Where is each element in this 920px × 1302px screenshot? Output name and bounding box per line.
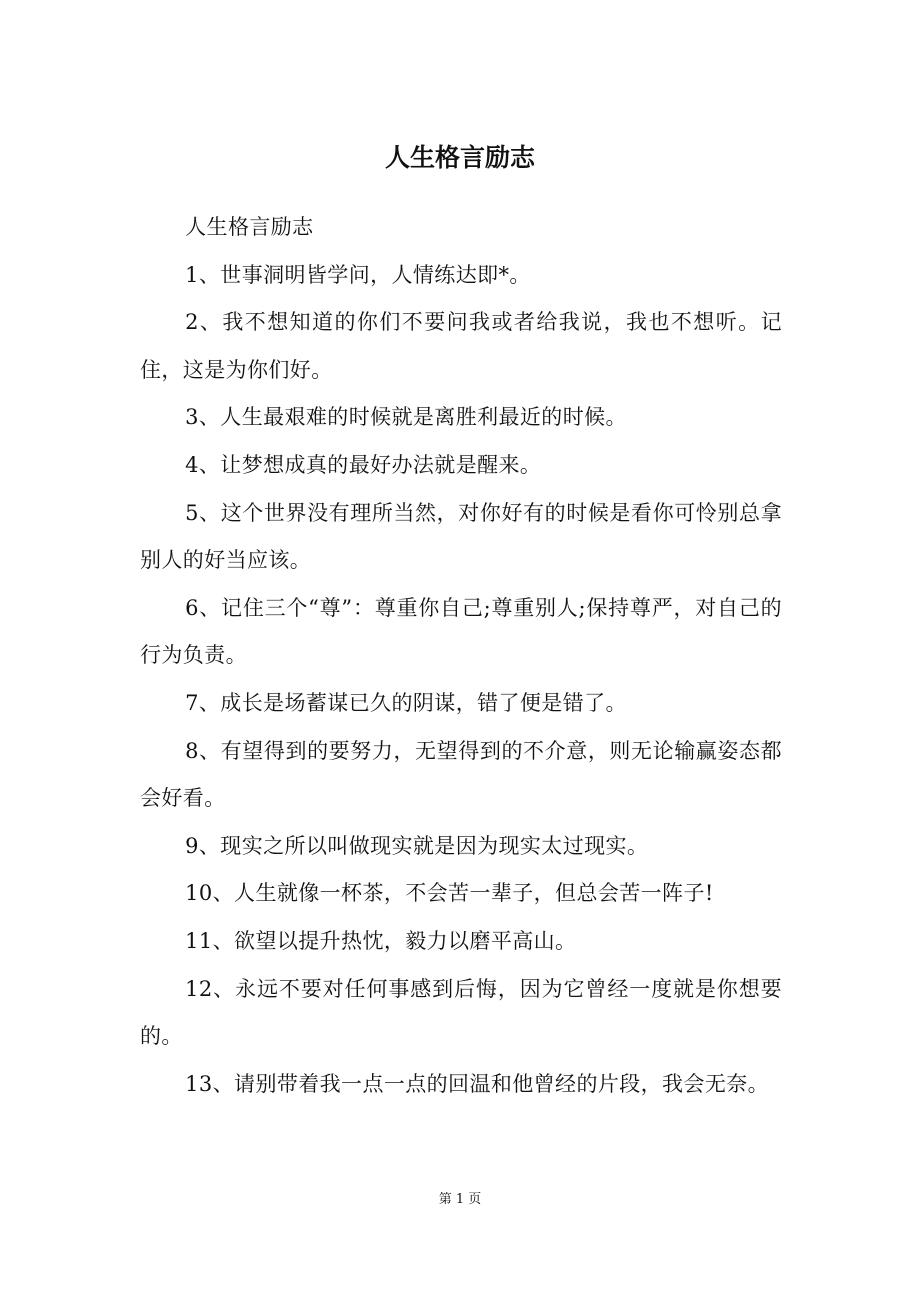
quote-3: 3、人生最艰难的时候就是离胜利最近的时候。 <box>185 405 627 430</box>
document-title: 人生格言励志 <box>384 143 535 172</box>
quote-12: 12、永远不要对任何事感到后悔，因为它曾经一度就是你想要的。 <box>140 976 782 1049</box>
quote-10: 10、人生就像一杯茶，不会苦一辈子，但总会苦一阵子! <box>185 881 714 906</box>
quote-2: 2、我不想知道的你们不要问我或者给我说，我也不想听。记住，这是为你们好。 <box>140 310 782 382</box>
paragraph-subtitle: 人生格言励志 <box>185 215 314 239</box>
quote-4: 4、让梦想成真的最好办法就是醒来。 <box>185 452 542 477</box>
quote-8: 8、有望得到的要努力，无望得到的不介意，则无论输赢姿态都会好看。 <box>140 738 782 811</box>
quote-6: 6、记住三个“尊”：尊重你自己;尊重别人;保持尊严，对自己的行为负责。 <box>140 595 782 668</box>
page-number-footer: 第 1 页 <box>438 1192 482 1207</box>
document-body <box>140 204 782 1108</box>
quote-1: 1、世事洞明皆学问，人情练达即*。 <box>185 262 531 287</box>
quote-7: 7、成长是场蓄谋已久的阴谋，错了便是错了。 <box>185 690 627 715</box>
quote-9: 9、现实之所以叫做现实就是因为现实太过现实。 <box>185 833 649 858</box>
quote-11: 11、欲望以提升热忱，毅力以磨平高山。 <box>185 928 577 953</box>
quote-5: 5、这个世界没有理所当然，对你好有的时候是看你可怜别总拿别人的好当应该。 <box>140 500 782 573</box>
quote-13: 13、请别带着我一点一点的回温和他曾经的片段，我会无奈。 <box>185 1071 770 1096</box>
